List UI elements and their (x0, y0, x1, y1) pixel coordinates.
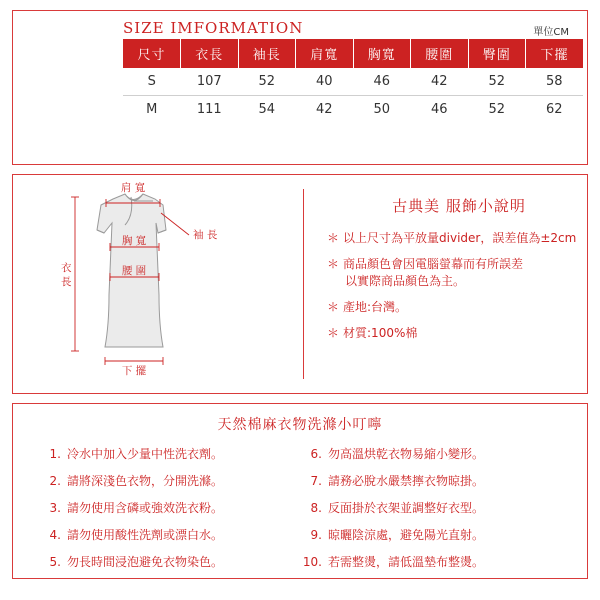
size-section-title: SIZE IMFORMATION (123, 19, 304, 37)
size-col-header-4: 胸寬 (353, 39, 411, 68)
note-text-3: 產地:台灣。 (343, 300, 408, 314)
care-number: 3. (49, 501, 61, 515)
care-text: 請將深淺色衣物，分開洗滌。 (67, 474, 224, 488)
table-row (123, 96, 583, 124)
note-text-2: 商品顏色會因電腦螢幕而有所誤差 (343, 257, 524, 271)
note-bullet-icon: ＊ (327, 257, 340, 271)
care-number: 10. (302, 555, 322, 569)
note-item-3 (323, 299, 595, 316)
garment-diagram-section (12, 174, 588, 394)
size-table (123, 39, 583, 123)
note-bullet-icon: ＊ (327, 300, 340, 314)
note-item-4 (323, 325, 595, 342)
cell-s-1: 107 (181, 68, 239, 96)
cell-m-6: 52 (488, 102, 506, 117)
care-number: 1. (49, 447, 61, 461)
section-divider (303, 189, 304, 379)
size-col-header-5: 腰圍 (411, 39, 469, 68)
garment-diagram (13, 175, 303, 393)
note-bullet-icon: ＊ (327, 326, 340, 340)
cell-s-0: S (123, 68, 181, 96)
cell-m-5: 46 (430, 102, 448, 117)
list-item (39, 500, 300, 516)
care-number: 6. (310, 447, 322, 461)
cell-s-2: 52 (238, 68, 296, 96)
cell-m-1: 111 (196, 102, 222, 117)
list-item (300, 446, 561, 462)
cell-m-0: M (146, 102, 158, 117)
size-col-header-2: 袖長 (238, 39, 296, 68)
size-col-header-7: 下擺 (526, 39, 584, 68)
list-item (300, 527, 561, 543)
care-column-left (39, 446, 300, 581)
care-text: 冷水中加入少量中性洗衣劑。 (67, 447, 224, 461)
care-text: 勿長時間浸泡避免衣物染色。 (67, 555, 224, 569)
list-item (300, 473, 561, 489)
care-column-right (300, 446, 561, 581)
care-text: 反面掛於衣架並調整好衣型。 (328, 501, 485, 515)
cell-s-3: 40 (296, 68, 354, 96)
size-col-header-6: 臀圍 (468, 39, 526, 68)
list-item (39, 527, 300, 543)
care-number: 8. (310, 501, 322, 515)
label-waist: 腰 圍 (121, 265, 147, 277)
notes-title: 古典美 服飾小說明 (392, 197, 526, 215)
label-length-1: 衣 (61, 262, 72, 274)
size-col-header-0: 尺寸 (123, 39, 181, 68)
size-col-header-3: 肩寬 (296, 39, 354, 68)
care-text: 晾曬陰涼處，避免陽光直射。 (328, 528, 485, 542)
cell-m-4: 50 (373, 102, 391, 117)
size-information-section (12, 10, 588, 165)
size-table-header-row (123, 39, 583, 68)
care-text: 勿高溫烘乾衣物易縮小變形。 (328, 447, 485, 461)
care-text: 請勿使用含磷或強效洗衣粉。 (67, 501, 224, 515)
note-bullet-icon: ＊ (327, 231, 340, 245)
unit-note: 單位CM (533, 27, 569, 38)
care-number: 5. (49, 555, 61, 569)
cell-s-4: 46 (353, 68, 411, 96)
list-item (39, 473, 300, 489)
care-instructions-section (12, 403, 588, 579)
care-columns (21, 446, 579, 581)
care-title: 天然棉麻衣物洗滌小叮嚀 (217, 417, 383, 433)
label-sleeve: 袖 長 (193, 229, 218, 241)
note-item-2 (323, 256, 595, 290)
table-row (123, 68, 583, 96)
care-number: 9. (310, 528, 322, 542)
note-item-1 (323, 230, 595, 247)
garment-illustration-svg (13, 175, 303, 393)
care-text: 請務必脫水嚴禁擰衣物晾掛。 (328, 474, 485, 488)
list-item (39, 446, 300, 462)
cell-s-7: 58 (526, 68, 584, 96)
cell-s-5: 42 (411, 68, 469, 96)
label-chest: 胸 寬 (121, 235, 147, 247)
care-number: 2. (49, 474, 61, 488)
note-text-2-sub: 以實際商品顏色為主。 (345, 274, 466, 288)
list-item (300, 554, 561, 570)
cell-m-2: 54 (258, 102, 276, 117)
note-text-4: 材質:100%棉 (343, 326, 418, 340)
product-notes (313, 175, 600, 393)
care-number: 4. (49, 528, 61, 542)
size-col-header-1: 衣長 (181, 39, 239, 68)
cell-s-6: 52 (468, 68, 526, 96)
cell-m-3: 42 (315, 102, 333, 117)
care-number: 7. (310, 474, 322, 488)
note-text-1: 以上尺寸為平放量divider，誤差值為±2cm (343, 231, 577, 245)
care-text: 請勿使用酸性洗劑或漂白水。 (67, 528, 224, 542)
list-item (300, 500, 561, 516)
cell-m-7: 62 (545, 102, 563, 117)
list-item (39, 554, 300, 570)
label-shoulder: 肩 寬 (120, 182, 146, 194)
label-hem: 下 擺 (121, 365, 147, 377)
care-text: 若需整燙，請低溫墊布整燙。 (328, 555, 485, 569)
label-length-2: 長 (61, 276, 72, 288)
